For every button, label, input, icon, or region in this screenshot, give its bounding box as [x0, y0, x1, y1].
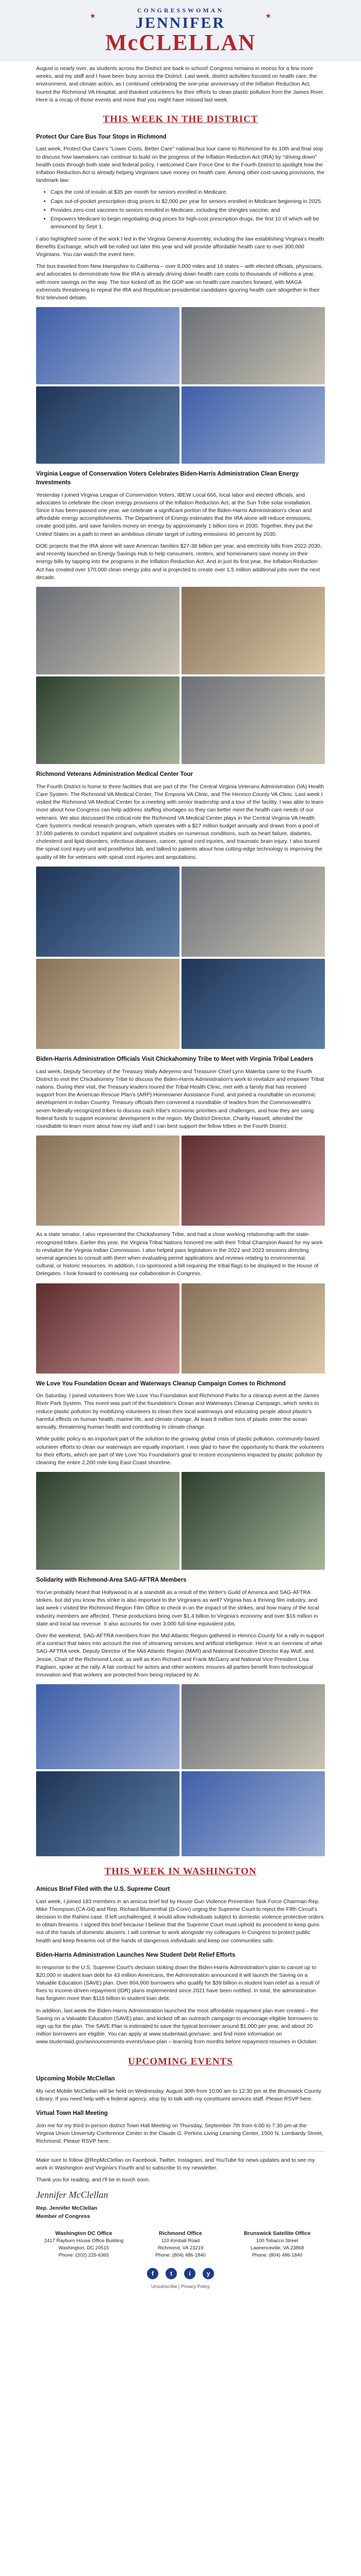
bullet-list [51, 189, 325, 231]
article-text: On Saturday, I joined volunteers from We Love You Foundation and Richmond Parks for a cleanup event at the James River Park System. This event was part of the foundation's Ocean and Waterways Cleanup Campaign, which seeks to reduce plastic pollution by mobilizing volunteers to clean their local waterways and educating people about plastic's harmful effects on human health, marine life, and climate change. At least 8 million tons of plastic enter the ocean annually, threatening human health and contributing to climate change. [36, 1393, 319, 1431]
photo [182, 676, 325, 764]
photo [182, 1136, 325, 1226]
youtube-icon[interactable]: y [203, 2268, 214, 2279]
photo [182, 1472, 325, 1570]
photo [36, 386, 179, 464]
header-banner [0, 0, 361, 61]
photo-grid [36, 1136, 325, 1226]
office-list [36, 2230, 325, 2259]
office-phone: Phone: (804) 486-1840 [252, 2252, 303, 2258]
office-city: Washington, DC 20515 [58, 2245, 109, 2251]
photo-grid [36, 587, 325, 764]
list-item: • Caps out-of-pocket prescription drug prices to $2,000 per year for seniors enrolled in Medicare beginning in 2025. [51, 198, 325, 206]
photo [36, 1472, 179, 1570]
closing-text: Thank you for reading, and I'll be in touch soon. [36, 2177, 150, 2183]
article-text: The bus traveled from New Hampshire to California – over 8,000 miles and 16 states – with elected officials, physicians, and advocates to demonstrate how the IRA is already driving down health care costs to thousands of millions a year, with more savings on the way. The tour kicked off as the GOP war on health care marches forward, with MAGA extremists threatening to repeal the IRA and Republican presidential candidates ignoring health care altogether in their first televised debate. [36, 263, 323, 301]
signer-title: Member of Congress [36, 2213, 90, 2219]
list-item: • Caps the cost of insulin at $35 per month for seniors enrolled in Medicare. [51, 189, 325, 196]
article-text: Join me for my third in-person district Town Hall Meeting on Thursday, September 7th from 6:00 to 7:30 pm at the Virginia Union University Conference Center in the Claude G. Perkins Living Learning Center, 1500 N. Lombardy Street, Richmond. Please RSVP here. [36, 2123, 323, 2145]
photo [36, 1684, 179, 1769]
article-text: You've probably heard that Hollywood is at a standstill as a result of the Writer's Guild of America and SAG-AFTRA strikes, but did you know this strike is also important to the Virginians as well? Virginia has a thriving film industry, and last week I visited the Richmond Region Film Office to check in on the impact of the strikes, and how many of the local industry members are affected. These productions bring over $1.4 billion to Virginia's economy and over $16 million in state and local tax revenue. It also accounts for over 3,000 full-time equivalent jobs. [36, 1589, 319, 1627]
intro-text: August is nearly over, as students across the District are back in school! Congress remains in recess for a few more weeks, and my staff and I have been busy across the District. Last week, district activities focused on health care, the environment, and climate action, as I continued celebrating the one-year anniversary of the Inflation Reduction Act, toured the Richmond VA Hospital, and thanked volunteers for their efforts to clean plastic pollution from the James River. Here is a recap of those events and more that you might have missed last week: [36, 65, 324, 103]
photo [36, 959, 179, 1049]
photo [36, 1283, 179, 1374]
facebook-icon[interactable]: f [147, 2268, 158, 2279]
signer-name: Rep. Jennifer McClellan [36, 2205, 97, 2212]
list-item: • Empowers Medicare to begin negotiating drug prices for high-cost prescription drugs, the first 10 of which will be announced by Sept 1. [51, 215, 325, 231]
office-phone: Phone: (804) 486-1840 [155, 2252, 206, 2258]
office-title: Brunswick Satellite Office [244, 2230, 311, 2236]
article-text: The Fourth District is home to three facilities that are part of the The Central Virginia Veterans Administration (VA) Health Care System: The Richmond VA Medical Center, The Emporia VA Clinic, and The Henrico County VA Clinic. Last week I visited the Richmond VA Medical Center for a meeting with senior leadership and a tour of the facility. I was able to learn more about how Congress can help address staffing shortages so they can better meet the health care needs of our veterans. We also discussed the critical role the Richmond VA Medical Center plays in the Central Virginia VA Health Care System's medical research program, which operates with a $27 million budget annually and draws from a pool of 37,000 patients to conduct inpatient and outpatient studies on numerous conditions, such as heart failure, diabetes, cholesterol and lipid disorders, infectious diseases, cancer, spinal cord injuries, and traumatic brain injury. I also toured the spinal cord injury unit and prosthetics lab, and talked to patients about how cutting-edge technology is improving the quality of life for veterans with spinal cord injuries and amputations. [36, 783, 324, 860]
article-text: My next Mobile McClellan will be held on Wednesday, August 30th from 10:00 am to 12:30 pm at the Brunswick County Library. If you need help with a federal agency, stop by to talk with my constituent services staff. Please RSVP here. [36, 2088, 321, 2103]
photo [36, 676, 179, 764]
logo-first-name: JENNIFER [135, 14, 225, 32]
article-heading: Richmond Veterans Administration Medical Center Tour [36, 771, 193, 777]
article-text: Last week, Deputy Secretary of the Treasury Wally Adeyemo and Treasurer Chief Lynn Malerba came to the Fourth District to visit the Chickahominy Tribe to discuss the Biden-Harris Administration's work to revitalize and empower Tribal nations. During their visit, the Treasury leaders toured the Tribal Health Clinic, met with a family that has received support from the American Rescue Plan's (ARP) Homeowner Assistance Fund, and joined a roundtable on economic development in Indian Country. Treasury officials then convened a roundtable of leaders from the Commonwealth's seven federally-recognized tribes to discuss each tribe's economic priorities and challenges, and how they are using federal funds to support economic development in the region. My District Director, Charity Hassell, attended the roundtable to learn more about how my staff and I can best support the fellow tribes in the Fourth District. [36, 1068, 324, 1130]
logo [88, 6, 273, 54]
photo [182, 1771, 325, 1856]
social-links [36, 2268, 325, 2279]
article-text: Over the weekend, SAG-AFTRA members from the Mid-Atlantic Region gathered in Henrico County for a rally in support of a contract that takes into account the rise of streaming services and artificial intelligence. Here is an overview of what SAG-AFTRA seek. Deputy Director of the Mid-Atlantic Region (MAR) and National Executive Director Kay Wolf, and Jessie, Chair of the Richmond Local, as well as Ken Richard and Frank McGarry and National Vice President Lisa Pagliaro, spoke at the rally. A fair contract for actors and other workers ensures all parties benefit from technological innovation and that workers are protected from being replaced by AI. [36, 1633, 324, 1679]
office-address: 2417 Rayburn House Office Building [44, 2238, 124, 2244]
photo [36, 1771, 179, 1856]
photo [36, 867, 179, 957]
photo-grid [36, 307, 325, 464]
office-address: 100 Tobacco Street [256, 2238, 299, 2244]
logo-last-name: McCLELLAN [105, 29, 256, 55]
office-title: Richmond Office [158, 2230, 202, 2236]
list-item: • Provides zero-cost vaccines to seniors enrolled in Medicare, including the shingles vaccine; and [51, 207, 325, 214]
article-text: As a state senator, I also represented the Chickahominy Tribe, and had a close working relationship with the state-recognized tribes. Earlier this year, the Virginia Tribal Nations honored me with their Tribal Champion Award for my work to revitalize the Virginia Indian Commission. I also helped pass legislation in the 2022 and 2023 sessions directing several agencies to consult with them when evaluating permit applications and reviews relating to environmental, cultural, or historic resources. In addition, I co-sponsored a bill requiring the tribal flags to be displayed in the House of Delegates. I look forward to continuing our collaboration in Congress. [36, 1231, 323, 1277]
photo [182, 587, 325, 674]
office-address: 110 Kimball Road [161, 2238, 200, 2244]
office-city: Richmond, VA 23219 [157, 2245, 204, 2251]
section-title-events: UPCOMING EVENTS [128, 2056, 233, 2067]
photo [182, 1684, 325, 1769]
article-text: Last week, Protect Our Care's "Lower Costs, Better Care" national bus tour came to Richmond for its 10th and final stop to discuss how lawmakers can continue to build on the progress of the Inflation Reduction Act (IRA) by "driving down" health costs through both state and federal policy. I welcomed Care Force One to the Fourth District to spotlight how the Inflation Reduction Act is already helping Virginians save money on health care. Among other cost-saving provisions, the landmark law: [36, 146, 324, 184]
office-dc [36, 2230, 132, 2259]
article-heading: Protect Our Care Bus Tour Stops in Richmond [36, 133, 167, 140]
photo [36, 307, 179, 384]
section-title-district: THIS WEEK IN THE DISTRICT [103, 114, 258, 125]
photo [182, 386, 325, 464]
star-icon: ★ [90, 12, 96, 20]
office-brunswick [229, 2230, 325, 2259]
photo-grid [36, 1283, 325, 1374]
article-heading: Upcoming Mobile McClellan [36, 2076, 115, 2082]
article-heading: Virtual Town Hall Meeting [36, 2110, 108, 2117]
article-heading: We Love You Foundation Ocean and Waterways Cleanup Campaign Comes to Richmond [36, 1380, 286, 1387]
photo [182, 959, 325, 1049]
article-text: Last week, I joined 183 members in an amicus brief led by House Gun Violence Prevention Task Force Chairman Rep. Mike Thompson (CA-04) and Rep. Richard Blumenthal (D-Conn) urging the Supreme Court to reject the Fifth Circuit's decision in the Rahimi case. If left unchallenged, it would allow individuals subject to domestic violence protective orders to obtain firearms. I signed this brief because I believe that the Supreme Court must uphold its precedent to keep guns out of the hands of domestic abusers. I will continue to work alongside my colleagues in Congress to protect public health and keep firearms out of the hands of dangerous individuals and keep our communities safe. [36, 1898, 324, 1944]
article-heading: Biden-Harris Administration Officials Visit Chickahominy Tribe to Meet with Virginia Tribal Leaders [36, 1056, 314, 1062]
photo-grid [36, 1684, 325, 1856]
signature: Jennifer McClellan [36, 2190, 108, 2200]
article-heading: Solidarity with Richmond-Area SAG-AFTRA Members [36, 1577, 187, 1584]
closing-text: Make sure to follow @RepMcClellan on Facebook, Twitter, Instagram, and YouTube for news updates and to see my work in Washington and Virginia's Fourth and to subscribe to my newsletter. [36, 2157, 315, 2171]
office-title: Washington DC Office [55, 2230, 112, 2236]
footer-links[interactable]: Unsubscribe | Privacy Policy [151, 2284, 210, 2290]
logo-title: CONGRESSWOMAN [137, 7, 224, 14]
article-text: In addition, last week the Biden-Harris Administration launched the most affordable repayment plan ever created – the Saving on a Valuable Education (SAVE) plan, and kicked off an outreach campaign to encourage eligible borrowers to sign up for the plan. The SAVE Plan is estimated to save the typical borrower around $1,000 per year, and about 20 million borrowers are eligible. You can apply at www.studentaid.gov/save, and find more information on www.studentaid.gov/announcements-events/save-plan – learning from months before repayment resumes in October. [36, 2007, 318, 2045]
article-text: DOE projects that the IRA alone will save American families $27-38 billion per year, and electricity bills from 2022-2030, and recently launched an Energy Savings Hub to help consumers, renters, and homeowners save money on their energy bills by tapping into the programs in the Inflation Reduction Act. And in just its first year, the Inflation Reduction Act has created over 170,000 clean energy jobs and is projected to create over 1.5 million additional jobs over the next decade. [36, 543, 322, 581]
article-text: In response to the U.S. Supreme Court's decision striking down the Biden-Harris Administration's plan to cancel up to $20,000 in student loan debt for 43 million Americans, the Administration announced it will launch the Saving on a Valuable Education (SAVE) plan. Over 804,000 borrowers who qualify for $39 billion in student loan relief as a result of fixes to income-driven repayment (IDR) plans implemented since 2021 have been notified. In total, the administration has forgiven more than $116 billion in student loan debt. [36, 1964, 320, 2002]
star-icon: ★ [265, 12, 271, 20]
instagram-icon[interactable]: i [184, 2268, 195, 2279]
article-heading: Biden-Harris Administration Launches New Student Debt Relief Efforts [36, 1952, 236, 1958]
section-title-washington: THIS WEEK IN WASHINGTON [104, 1866, 257, 1877]
photo [182, 1283, 325, 1374]
office-phone: Phone: (202) 225-6365 [58, 2252, 109, 2258]
photo [36, 1136, 179, 1226]
article-text: While public policy is an important part of the solution to the growing global crisis of plastic pollution, community-based volunteer efforts to clean our waterways are equally important. I was glad to have the opportunity to thank the volunteers for their efforts, which are part of We Love You Foundation's goal to restore ecosystems impacted by plastic pollution by cleaning the entire 2,200 mile long East Coast shoreline. [36, 1436, 324, 1466]
article-text: Yesterday I joined Virginia League of Conservation Voters, IBEW Local 666, local labor and elected officials, and advocates to celebrate the clean energy provisions of the Inflation Reduction Act, at the Sun Tribe solar installation. Since it has been passed one year, we celebrate a significant portion of the Biden-Harris Administration's clean and affordable energy accomplishments. The Department of Energy estimates that the IRA alone will reduce emissions, create good jobs, and save families money on energy by approximately 1 billion tons in 2030. Together, they put the United States on a path to meet an ambitious climate target of cutting emissions 40 percent by 2030. [36, 492, 313, 537]
photo [182, 307, 325, 384]
office-city: Lawrenceville, VA 23868 [250, 2245, 304, 2251]
article-heading: Virginia League of Conservation Voters Celebrates Biden-Harris Administration Clean Energy Investments [36, 471, 299, 486]
photo [36, 587, 179, 674]
article-heading: Amicus Brief Filed with the U.S. Supreme Court [36, 1886, 170, 1892]
photo [182, 867, 325, 957]
photo-grid [36, 867, 325, 1049]
twitter-icon[interactable]: t [166, 2268, 177, 2279]
article-text: I also highlighted some of the work I led in the Virginia General Assembly, including the law establishing Virginia's Health Benefits Exchange, which will be rolled out later this year and will provide affordable health care to over 300,000 Virginians. You can watch the event here. [36, 235, 324, 258]
photo-grid [36, 1472, 325, 1570]
office-richmond [133, 2230, 228, 2259]
